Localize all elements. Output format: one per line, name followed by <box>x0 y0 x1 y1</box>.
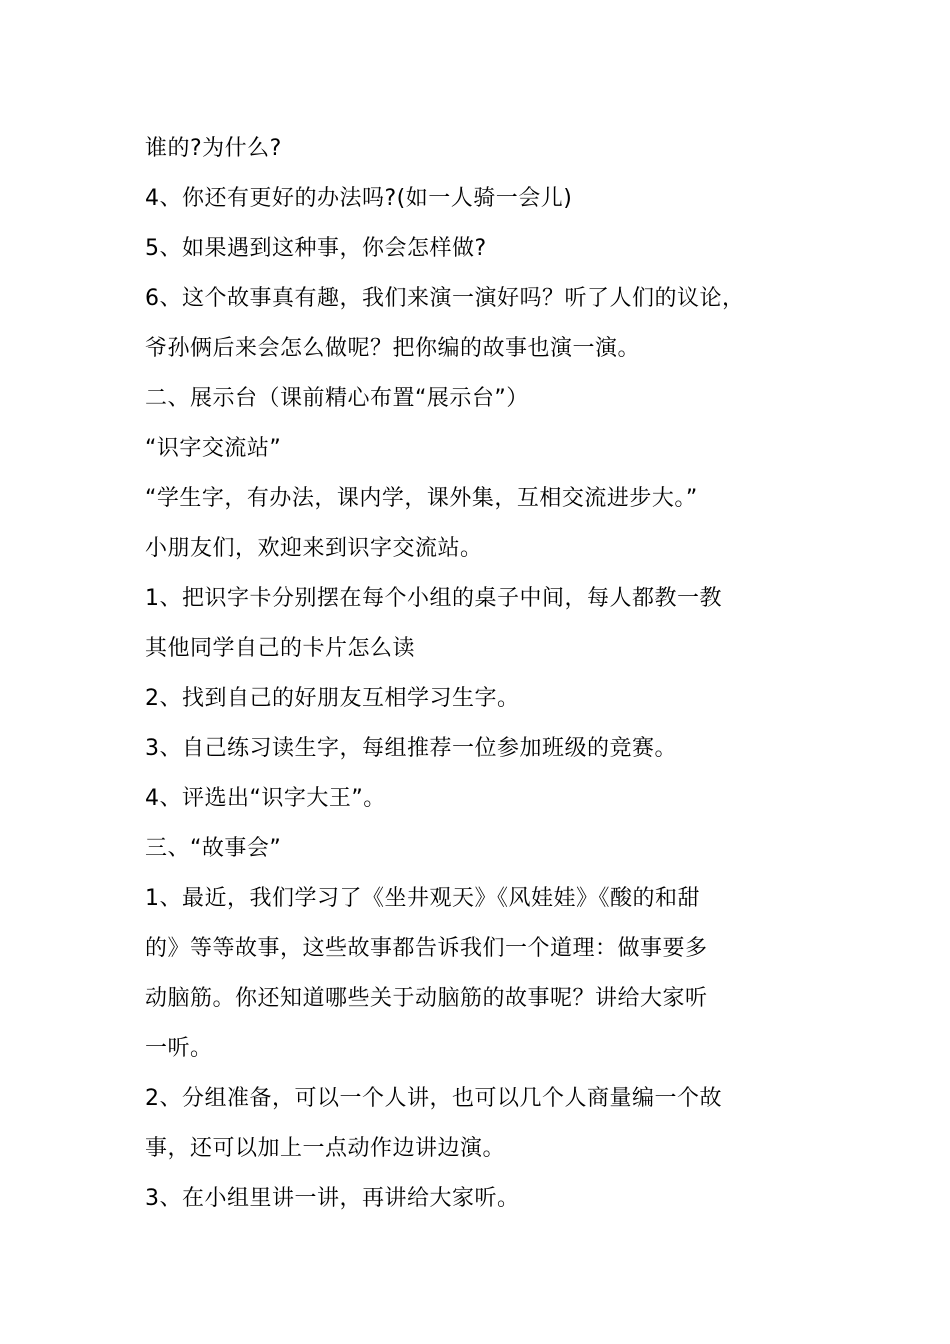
text-line: 一听。 <box>145 1036 213 1061</box>
text-line: 4、你还有更好的办法吗?(如一人骑一会儿) <box>145 186 573 211</box>
subsection-title: “识字交流站” <box>145 436 282 461</box>
text-line: 2、分组准备，可以一个人讲，也可以几个人商量编一个故 <box>145 1086 722 1111</box>
text-line: 3、自己练习读生字，每组推荐一位参加班级的竞赛。 <box>145 736 677 761</box>
text-line: 动脑筋。你还知道哪些关于动脑筋的故事呢？讲给大家听 <box>145 986 708 1011</box>
text-line: 小朋友们，欢迎来到识字交流站。 <box>145 536 483 561</box>
text-line: 1、把识字卡分别摆在每个小组的桌子中间，每人都教一教 <box>145 586 722 611</box>
text-line: 事，还可以加上一点动作边讲边演。 <box>145 1136 506 1161</box>
text-line: 其他同学自己的卡片怎么读 <box>145 636 416 661</box>
text-line: 谁的?为什么? <box>145 136 282 161</box>
text-line: 5、如果遇到这种事，你会怎样做? <box>145 236 487 261</box>
section-heading: 三、“故事会” <box>145 836 282 861</box>
text-line: 6、这个故事真有趣，我们来演一演好吗？听了人们的议论， <box>145 286 745 311</box>
text-line: 2、找到自己的好朋友互相学习生字。 <box>145 686 520 711</box>
text-line: 4、评选出“识字大王”。 <box>145 786 386 811</box>
text-line: 1、最近，我们学习了《坐井观天》《风娃娃》《酸的和甜 <box>145 886 700 911</box>
section-heading: 二、展示台（课前精心布置“展示台”） <box>145 386 529 411</box>
text-line: “学生字，有办法，课内学，课外集，互相交流进步大。” <box>145 486 698 511</box>
document-body <box>145 124 835 1224</box>
text-line: 3、在小组里讲一讲，再讲给大家听。 <box>145 1186 520 1211</box>
text-line: 的》等等故事，这些故事都告诉我们一个道理：做事要多 <box>145 936 708 961</box>
text-line: 爷孙俩后来会怎么做呢？把你编的故事也演一演。 <box>145 336 641 361</box>
